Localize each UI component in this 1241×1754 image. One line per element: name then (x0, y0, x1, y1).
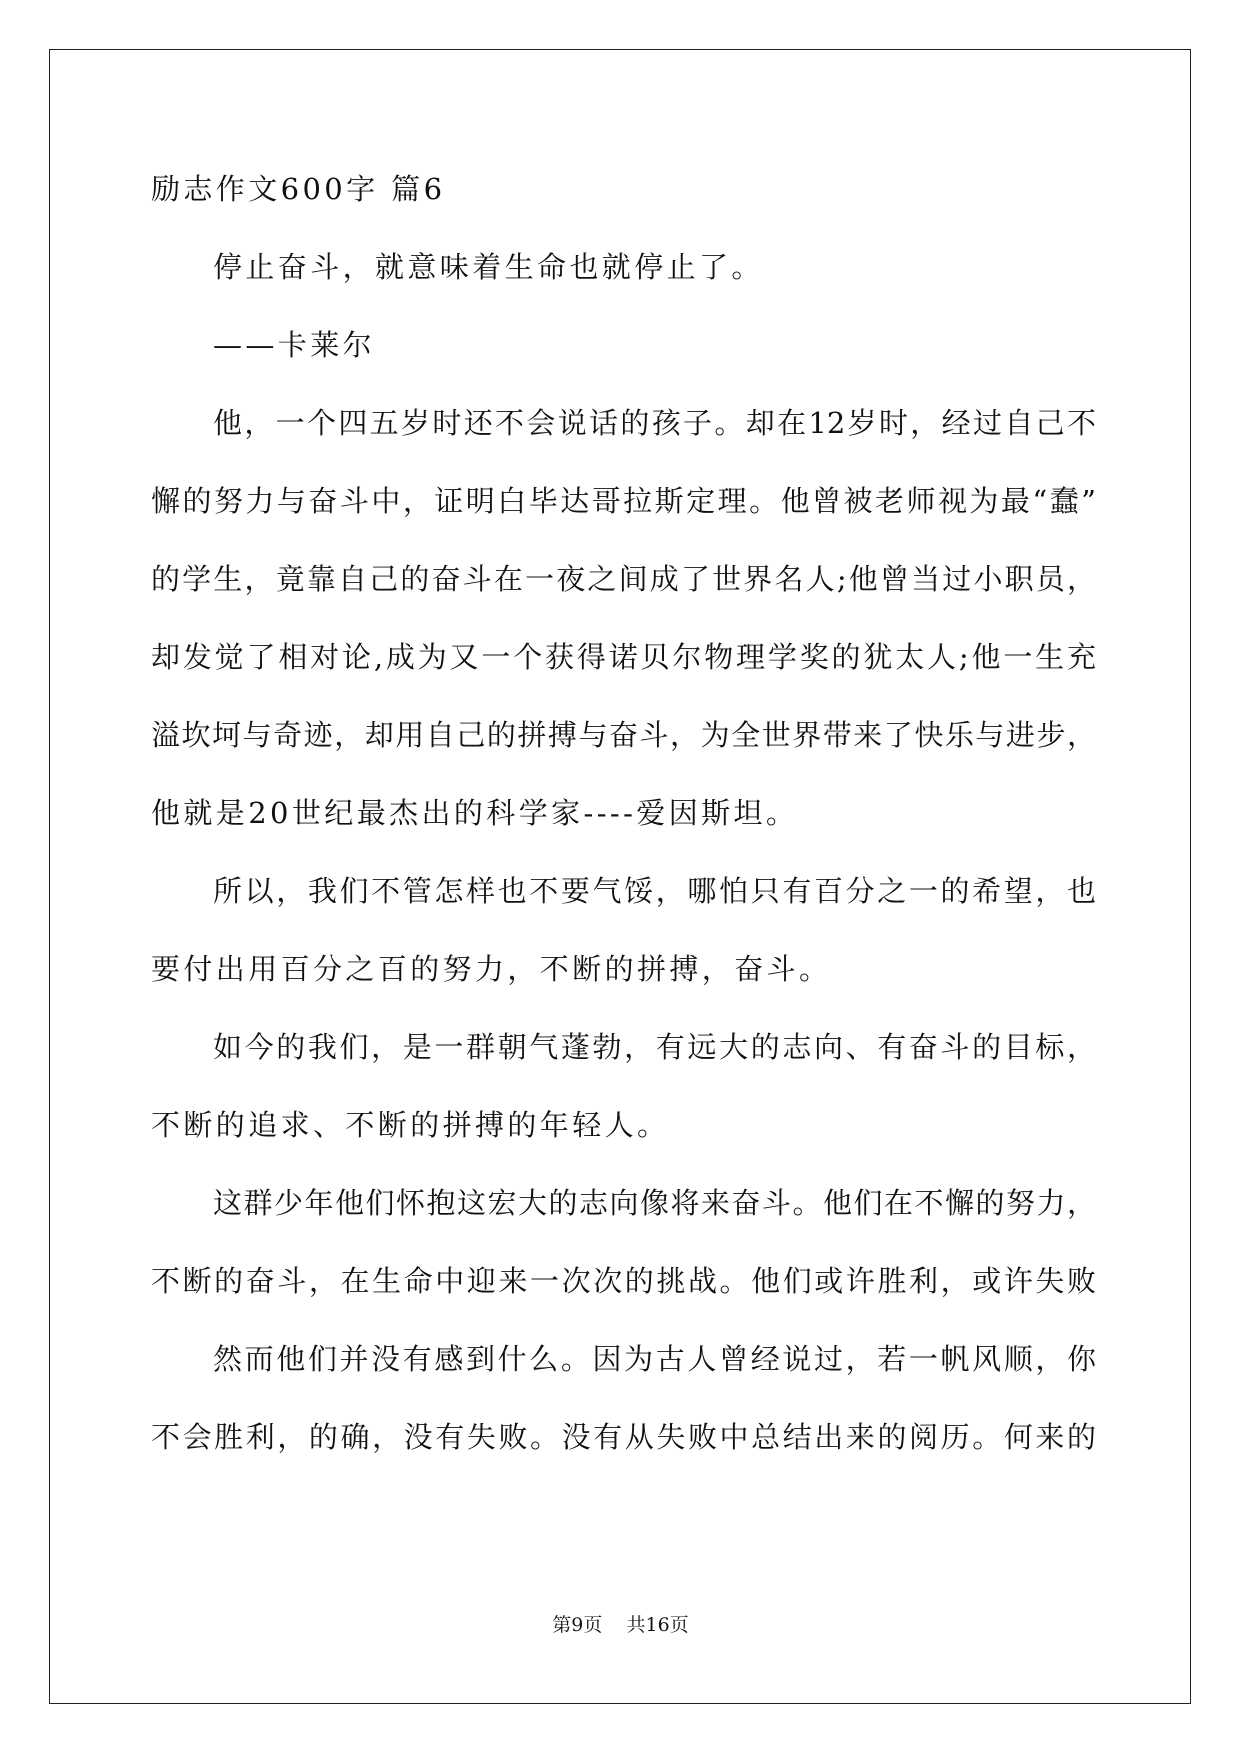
paragraph-line: 他，一个四五岁时还不会说话的孩子。却在12岁时，经过自己不 (213, 406, 1096, 440)
paragraph-line: 懈的努力与奋斗中，证明白毕达哥拉斯定理。他曾被老师视为最“蠢” (151, 484, 1096, 518)
paragraph-line: 却发觉了相对论,成为又一个获得诺贝尔物理学奖的犹太人;他一生充 (151, 640, 1096, 674)
paragraph-line: 如今的我们，是一群朝气蓬勃，有远大的志向、有奋斗的目标， (213, 1030, 1096, 1064)
paragraph-line: 溢坎坷与奇迹，却用自己的拼搏与奋斗，为全世界带来了快乐与进步， (151, 718, 1096, 752)
paragraph-line: 他就是20世纪最杰出的科学家----爱因斯坦。 (151, 796, 799, 830)
paragraph-line: 这群少年他们怀抱这宏大的志向像将来奋斗。他们在不懈的努力， (213, 1186, 1096, 1220)
quote-line: 停止奋斗，就意味着生命也就停止了。 (213, 250, 764, 284)
paragraph-line: 要付出用百分之百的努力，不断的拼搏，奋斗。 (151, 952, 832, 986)
paragraph-line: 不断的奋斗，在生命中迎来一次次的挑战。他们或许胜利，或许失败 (151, 1264, 1096, 1298)
paragraph-line: 不断的追求、不断的拼搏的年轻人。 (151, 1108, 670, 1142)
essay-heading: 励志作文600字 篇6 (151, 172, 446, 206)
quote-author: ——卡莱尔 (213, 328, 376, 362)
paragraph-line: 然而他们并没有感到什么。因为古人曾经说过，若一帆风顺，你 (213, 1342, 1096, 1376)
paragraph-line: 所以，我们不管怎样也不要气馁，哪怕只有百分之一的希望，也 (213, 874, 1096, 908)
paragraph-line: 不会胜利，的确，没有失败。没有从失败中总结出来的阅历。何来的 (151, 1420, 1096, 1454)
paragraph-line: 的学生，竟靠自己的奋斗在一夜之间成了世界名人;他曾当过小职员， (151, 562, 1096, 596)
page-number-footer: 第9页 共16页 (552, 1614, 689, 1636)
